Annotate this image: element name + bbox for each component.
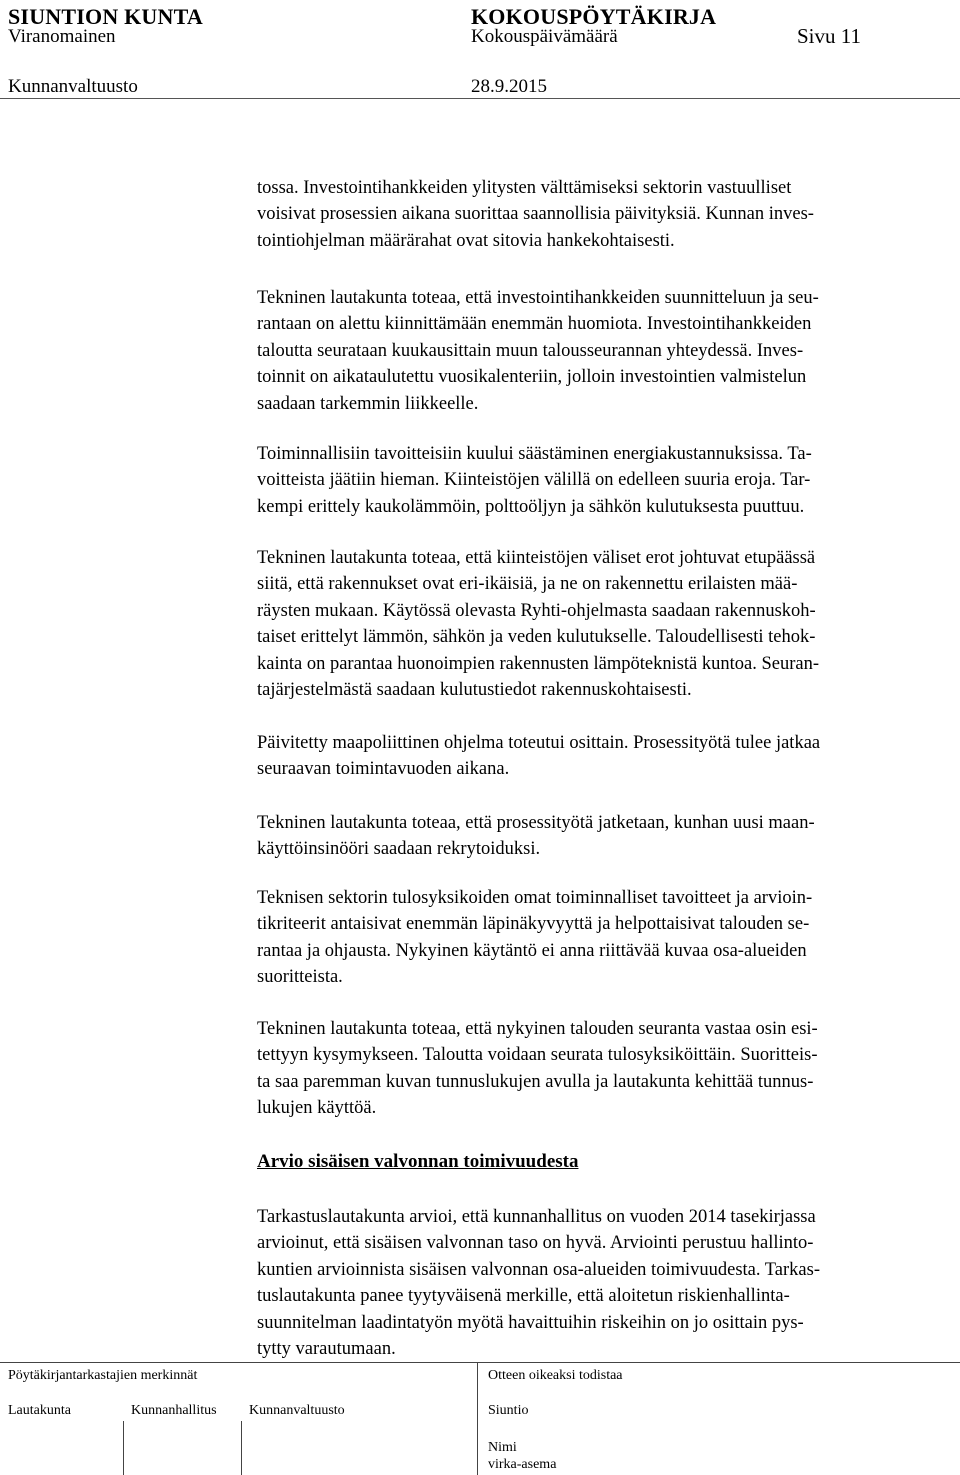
paragraph-line: Tekninen lautakunta toteaa, että kiinteistöjen väliset erot johtuvat etupäässä [257,548,816,568]
paragraph-line: suunnitelman laadintatyön myötä havaittuihin riskeihin on jo osittain pys- [257,1312,804,1333]
footer-body-lautakunta: Lautakunta [8,1403,71,1418]
paragraph [257,175,957,254]
footer-top-rule [0,1362,960,1363]
paragraph-line: kainta on parantaa huonoimpien rakennusten lämpöteknistä kuntoa. Seuran- [257,653,820,674]
final-paragraph [257,1204,957,1362]
paragraph-line: Toiminnallisiin tavoitteisiin kuului säästäminen energiakustannuksissa. Ta- [257,444,812,464]
paragraph-line: toinnit on aikataulutettu vuosikalenteriin, jolloin investointien valmistelun [257,367,807,388]
authority-name: Kunnanvaltuusto [8,76,138,97]
paragraph-line: Teknisen sektorin tulosyksikoiden omat toiminnalliset tavoitteet ja arvioin- [257,888,813,908]
paragraph-line: tajärjestelmästä saadaan kulutustiedot rakennuskohtaisesti. [257,680,692,701]
meeting-date-label: Kokouspäivämäärä [471,26,618,47]
certified-label: Otteen oikeaksi todistaa [488,1368,623,1383]
paragraph-line: seuraavan toimintavuoden aikana. [257,759,510,780]
paragraph-line: tointiohjelman määrärahat ovat sitovia hankekohtaisesti. [257,230,675,251]
paragraph-line: Tarkastuslautakunta arvioi, että kunnanhallitus on vuoden 2014 tasekirjassa [257,1207,816,1227]
paragraph-line: voisivat prosessien aikana suorittaa saannollisia päivityksiä. Kunnan inves- [257,204,814,225]
paragraph-line: siitä, että rakennukset ovat eri-ikäisiä, ja ne on rakennettu erilaisten mää- [257,574,798,595]
paragraph-line: käyttöinsinööri saadaan rekrytoiduksi. [257,839,541,860]
paragraph [257,545,957,703]
paragraph-line: tossa. Investointihankkeiden ylitysten välttämiseksi sektorin vastuulliset [257,178,792,198]
meeting-date: 28.9.2015 [471,76,547,97]
paragraph [257,885,957,991]
organization-name: SIUNTION KUNTA [8,4,203,29]
paragraph-line: tytty varautumaan. [257,1339,396,1360]
paragraph-line: tettyyn kysymykseen. Taloutta voidaan seurata tulosyksiköittäin. Suoritteis- [257,1045,818,1066]
paragraph-line: Tekninen lautakunta toteaa, että investointihankkeiden suunnitteluun ja seu- [257,288,819,308]
page-number: Sivu 11 [797,24,861,48]
paragraph-line: suoritteista. [257,967,343,988]
paragraph [257,441,957,520]
paragraph-line: kuntien arvioinnista sisäisen valvonnan osa-alueiden toimivuudesta. Tarkas- [257,1259,820,1280]
footer-sign-divider-2 [241,1421,242,1475]
footer-sign-divider-1 [123,1421,124,1475]
paragraph-line: rantaan on alettu kiinnittämään enemmän huomiota. Investointihankkeiden [257,314,812,335]
footer-body-kunnanvaltuusto: Kunnanvaltuusto [249,1403,345,1418]
checkers-label: Pöytäkirjantarkastajien merkinnät [8,1368,198,1383]
footer-place: Siuntio [488,1403,529,1418]
footer-name-label: Nimi [488,1440,517,1455]
paragraph-line: tuslautakunta panee tyytyväisenä merkille, että aloitetun riskienhallinta- [257,1286,790,1307]
paragraph-line: arvioinut, että sisäisen valvonnan taso on hyvä. Arviointi perustuu hallinto- [257,1233,814,1254]
paragraph-line: taiset erittelyt lämmön, sähkön ja veden kulutukselle. Taloudellisesti tehok- [257,627,816,648]
paragraph-line: voitteista jäätiin hieman. Kiinteistöjen välillä on edelleen suuria eroja. Tar- [257,470,811,491]
footer-body-kunnanhallitus: Kunnanhallitus [131,1403,217,1418]
paragraph-line: ta saa paremman kuvan tunnuslukujen avulla ja lautakunta kehittää tunnus- [257,1071,814,1092]
header-divider [0,98,960,99]
section-heading: Arvio sisäisen valvonnan toimivuudesta [257,1151,579,1172]
paragraph-line: kempi erittely kaukolämmöin, polttoöljyn ja sähkön kulutuksesta puuttuu. [257,496,805,517]
paragraph [257,810,957,863]
footer-position-label: virka-asema [488,1457,557,1472]
paragraph [257,730,957,783]
authority-label: Viranomainen [8,26,116,47]
paragraph [257,285,957,417]
document-type: KOKOUSPÖYTÄKIRJA [471,4,717,29]
paragraph-line: Tekninen lautakunta toteaa, että prosessityötä jatketaan, kunhan uusi maan- [257,813,815,833]
paragraph-line: taloutta seurataan kuukausittain muun talousseurannan yhteydessä. Inves- [257,340,804,361]
footer-column-divider [477,1362,478,1475]
paragraph-line: Päivitetty maapoliittinen ohjelma toteutui osittain. Prosessityötä tulee jatkaa [257,733,821,753]
paragraph [257,1016,957,1122]
paragraph-line: tikriteerit antaisivat enemmän läpinäkyvyyttä ja helpottaisivat talouden se- [257,914,810,935]
paragraph-line: räysten mukaan. Käytössä olevasta Ryhti-ohjelmasta saadaan rakennuskoh- [257,600,816,621]
paragraph-line: rantaa ja ohjausta. Nykyinen käytäntö ei anna riittävää kuvaa osa-alueiden [257,940,807,961]
paragraph-line: lukujen käyttöä. [257,1098,377,1119]
paragraph-line: Tekninen lautakunta toteaa, että nykyinen talouden seuranta vastaa osin esi- [257,1019,818,1039]
paragraph-line: saadaan tarkemmin liikkeelle. [257,393,479,414]
